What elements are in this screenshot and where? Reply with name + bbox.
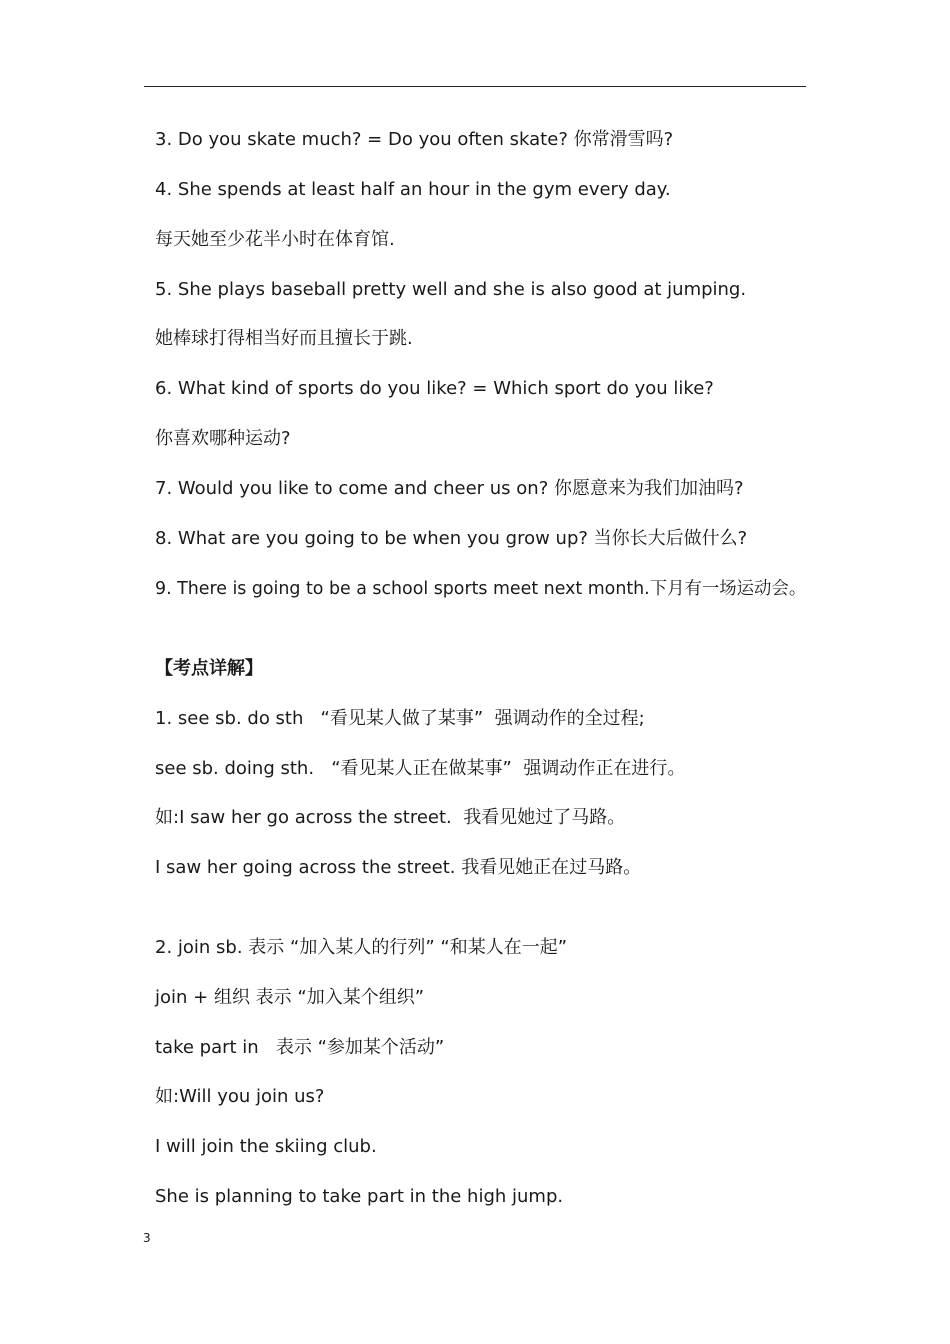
sentence-8: 8. What are you going to be when you grow up? 当你长大后做什么? [155, 528, 748, 549]
point-2-line-1: 2. join sb. 表示 “加入某人的行列” “和某人在一起” [155, 937, 568, 958]
point-2-line-2: join + 组织 表示 “加入某个组织” [155, 987, 425, 1008]
point-1-line-1: 1. see sb. do sth “看见某人做了某事” 强调动作的全过程; [155, 708, 645, 729]
header-rule [144, 86, 806, 87]
point-2-example-2: I will join the skiing club. [155, 1136, 377, 1157]
point-2-example-3: She is planning to take part in the high jump. [155, 1186, 564, 1207]
sentence-9: 9. There is going to be a school sports meet next month.下月有一场运动会。 [155, 579, 807, 599]
section-heading: 【考点详解】 [155, 658, 263, 679]
point-2-line-3: take part in 表示 “参加某个活动” [155, 1037, 445, 1058]
sentence-4-translation: 每天她至少花半小时在体育馆. [155, 229, 395, 250]
point-2-example-1: 如:Will you join us? [155, 1086, 325, 1107]
sentence-5: 5. She plays baseball pretty well and she is also good at jumping. [155, 279, 747, 300]
point-1-example-1: 如:I saw her go across the street. 我看见她过了马路。 [155, 807, 626, 828]
page-number: 3 [143, 1231, 151, 1245]
sentence-6: 6. What kind of sports do you like? = Which sport do you like? [155, 378, 714, 399]
sentence-6-translation: 你喜欢哪种运动? [155, 428, 291, 449]
point-1-example-2: I saw her going across the street. 我看见她正在过马路。 [155, 857, 642, 878]
sentence-7: 7. Would you like to come and cheer us on? 你愿意来为我们加油吗? [155, 478, 744, 499]
sentence-3: 3. Do you skate much? = Do you often skate? 你常滑雪吗? [155, 129, 674, 150]
sentence-5-translation: 她棒球打得相当好而且擅长于跳. [155, 328, 413, 349]
point-1-line-2: see sb. doing sth. “看见某人正在做某事” 强调动作正在进行。 [155, 758, 686, 779]
sentence-4: 4. She spends at least half an hour in the gym every day. [155, 179, 671, 200]
